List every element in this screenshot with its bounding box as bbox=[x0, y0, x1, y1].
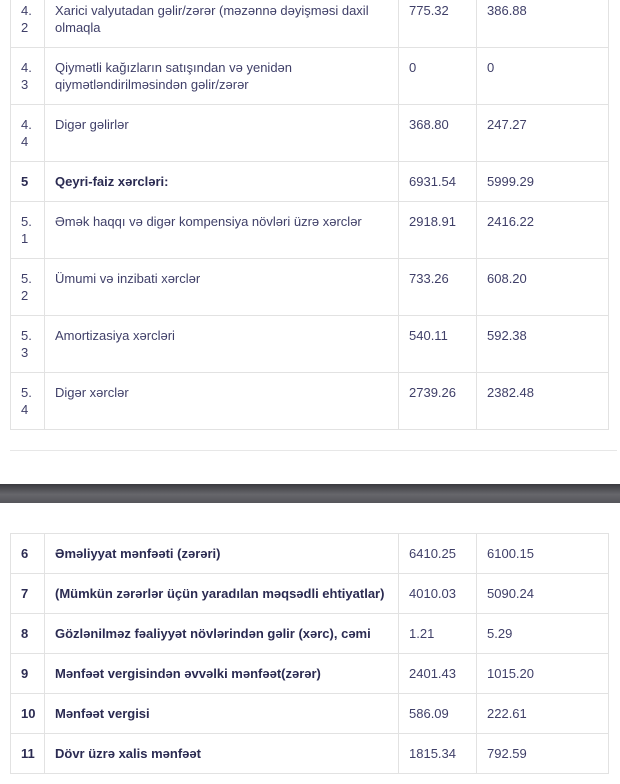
row-value2-cell: 2416.22 bbox=[477, 202, 609, 259]
row-number-cell: 4.4 bbox=[11, 105, 45, 162]
row-value1-cell: 2918.91 bbox=[399, 202, 477, 259]
table-row bbox=[11, 694, 609, 734]
row-number-cell: 9 bbox=[11, 654, 45, 694]
row-value1-cell: 2401.43 bbox=[399, 654, 477, 694]
row-value2-cell: 592.38 bbox=[477, 316, 609, 373]
row-value1-cell: 6410.25 bbox=[399, 534, 477, 574]
row-label-cell: Mənfəət vergisindən əvvəlki mənfəət(zərər) bbox=[45, 654, 399, 694]
row-value1-cell: 368.80 bbox=[399, 105, 477, 162]
row-label-cell: Ümumi və inzibati xərclər bbox=[45, 259, 399, 316]
row-value2-cell: 6100.15 bbox=[477, 534, 609, 574]
row-number-cell: 11 bbox=[11, 734, 45, 774]
table-row bbox=[11, 574, 609, 614]
row-value1-cell: 4010.03 bbox=[399, 574, 477, 614]
table-row bbox=[11, 316, 609, 373]
row-label-cell: Gözlənilməz fəaliyyət növlərindən gəlir (xərc), cəmi bbox=[45, 614, 399, 654]
section-divider-line bbox=[10, 450, 617, 451]
row-label-cell: Qeyri-faiz xərcləri: bbox=[45, 162, 399, 202]
row-value2-cell: 2382.48 bbox=[477, 373, 609, 430]
row-value1-cell: 0 bbox=[399, 48, 477, 105]
row-value1-cell: 733.26 bbox=[399, 259, 477, 316]
row-label-cell: Dövr üzrə xalis mənfəət bbox=[45, 734, 399, 774]
row-value2-cell: 608.20 bbox=[477, 259, 609, 316]
row-label-cell: Digər xərclər bbox=[45, 373, 399, 430]
row-value1-cell: 6931.54 bbox=[399, 162, 477, 202]
row-value2-cell: 792.59 bbox=[477, 734, 609, 774]
row-label-cell: Qiymətli kağızların satışından və yenidən qiymətləndirilməsindən gəlir/zərər bbox=[45, 48, 399, 105]
row-value1-cell: 540.11 bbox=[399, 316, 477, 373]
table-row bbox=[11, 162, 609, 202]
row-number-cell: 5.3 bbox=[11, 316, 45, 373]
row-value2-cell: 5.29 bbox=[477, 614, 609, 654]
row-label-cell: Amortizasiya xərcləri bbox=[45, 316, 399, 373]
table-row bbox=[11, 373, 609, 430]
row-label-cell: Xarici valyutadan gəlir/zərər (məzənnə dəyişməsi daxil olmaqla bbox=[45, 0, 399, 48]
row-value1-cell: 775.32 bbox=[399, 0, 477, 48]
row-label-cell: Mənfəət vergisi bbox=[45, 694, 399, 734]
income-statement-table-bottom bbox=[10, 533, 609, 774]
table-row bbox=[11, 0, 609, 48]
row-number-cell: 4.2 bbox=[11, 0, 45, 48]
table-row bbox=[11, 734, 609, 774]
table-row bbox=[11, 534, 609, 574]
row-number-cell: 7 bbox=[11, 574, 45, 614]
row-number-cell: 10 bbox=[11, 694, 45, 734]
table-row bbox=[11, 614, 609, 654]
row-number-cell: 8 bbox=[11, 614, 45, 654]
table-row bbox=[11, 48, 609, 105]
row-number-cell: 5.4 bbox=[11, 373, 45, 430]
row-number-cell: 5.1 bbox=[11, 202, 45, 259]
row-label-cell: (Mümkün zərərlər üçün yaradılan məqsədli ehtiyatlar) bbox=[45, 574, 399, 614]
table-row bbox=[11, 654, 609, 694]
row-value1-cell: 586.09 bbox=[399, 694, 477, 734]
row-value2-cell: 5999.29 bbox=[477, 162, 609, 202]
table-row bbox=[11, 105, 609, 162]
row-value2-cell: 222.61 bbox=[477, 694, 609, 734]
row-value2-cell: 5090.24 bbox=[477, 574, 609, 614]
row-value2-cell: 1015.20 bbox=[477, 654, 609, 694]
frame-divider-bar bbox=[0, 484, 620, 503]
row-value1-cell: 1.21 bbox=[399, 614, 477, 654]
income-statement-table-top bbox=[10, 0, 609, 430]
row-value1-cell: 2739.26 bbox=[399, 373, 477, 430]
row-value2-cell: 386.88 bbox=[477, 0, 609, 48]
row-value2-cell: 0 bbox=[477, 48, 609, 105]
table-row bbox=[11, 259, 609, 316]
row-label-cell: Əmək haqqı və digər kompensiya növləri üzrə xərclər bbox=[45, 202, 399, 259]
row-value1-cell: 1815.34 bbox=[399, 734, 477, 774]
row-number-cell: 5.2 bbox=[11, 259, 45, 316]
row-number-cell: 6 bbox=[11, 534, 45, 574]
row-label-cell: Əməliyyat mənfəəti (zərəri) bbox=[45, 534, 399, 574]
row-number-cell: 5 bbox=[11, 162, 45, 202]
row-number-cell: 4.3 bbox=[11, 48, 45, 105]
table-row bbox=[11, 202, 609, 259]
row-value2-cell: 247.27 bbox=[477, 105, 609, 162]
row-label-cell: Digər gəlirlər bbox=[45, 105, 399, 162]
